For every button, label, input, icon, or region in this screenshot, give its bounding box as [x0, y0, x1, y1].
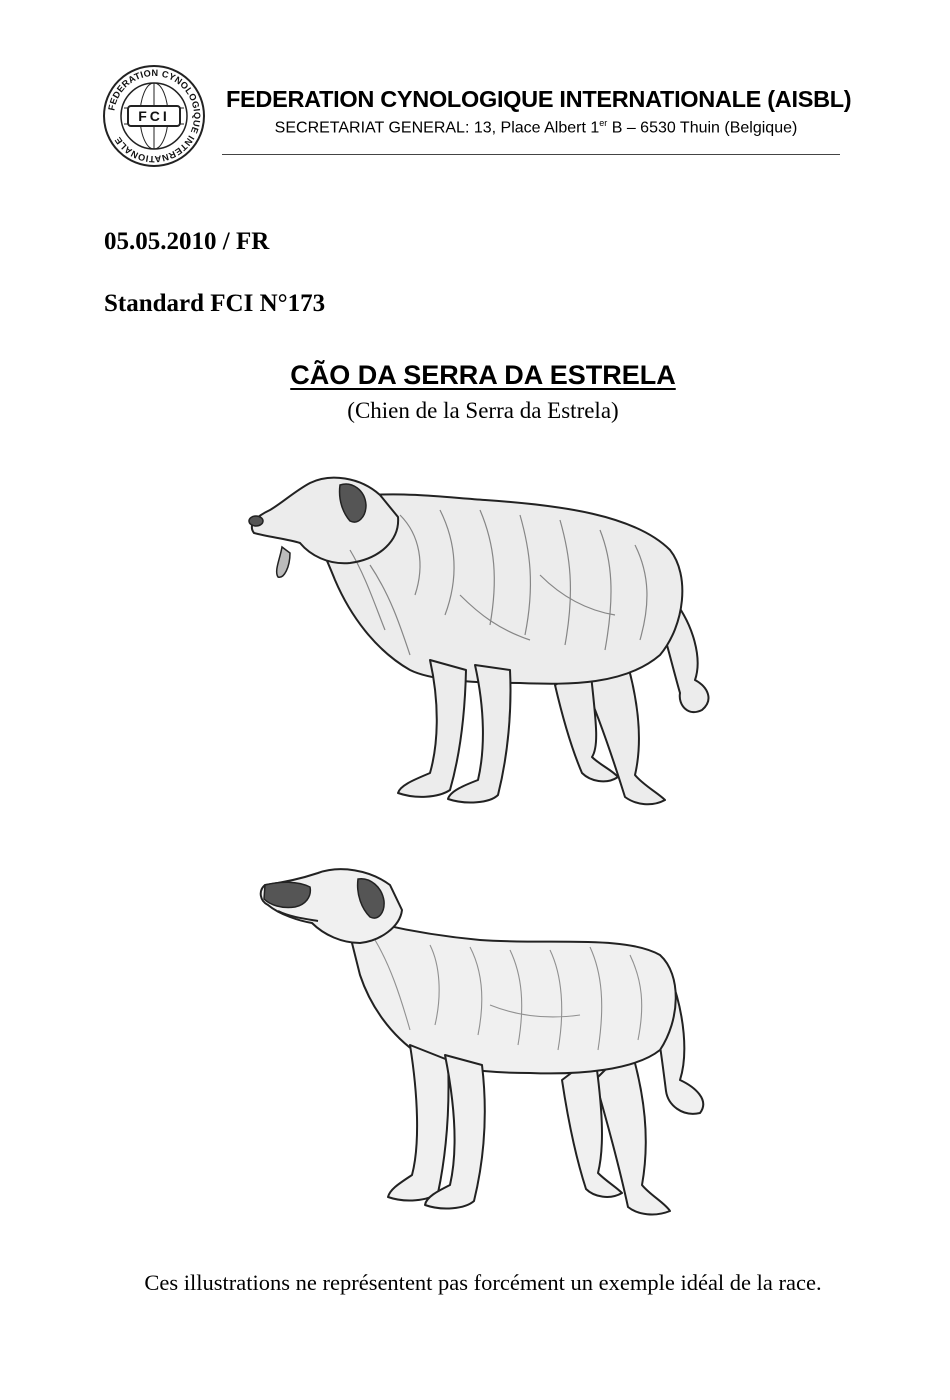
long-haired-dog-illustration — [240, 455, 730, 820]
document-date: 05.05.2010 / FR — [104, 228, 270, 255]
fci-logo — [102, 64, 206, 168]
address-prefix: SECRETARIAT GENERAL: 13, Place Albert 1 — [274, 119, 600, 137]
org-address — [226, 118, 846, 137]
org-name: FEDERATION CYNOLOGIQUE INTERNATIONALE (AISBL) — [226, 86, 852, 112]
short-haired-dog-illustration — [250, 855, 730, 1230]
logo-center-text: FCI — [138, 108, 170, 124]
breed-title-text: CÃO DA SERRA DA ESTRELA — [290, 360, 676, 390]
illustration-disclaimer: Ces illustrations ne représentent pas forcément un exemple idéal de la race. — [144, 1270, 822, 1295]
address-sup: er — [599, 118, 608, 128]
standard-number: Standard FCI N°173 — [104, 290, 326, 317]
address-suffix: B – 6530 Thuin (Belgique) — [607, 119, 798, 137]
breed-subtitle: (Chien de la Serra da Estrela) — [347, 398, 619, 423]
breed-title — [0, 360, 950, 391]
header-divider — [222, 154, 840, 155]
page-header — [100, 62, 860, 172]
logo-ring-text: FEDERATION CYNOLOGIQUE INTERNATIONALE — [106, 67, 203, 165]
